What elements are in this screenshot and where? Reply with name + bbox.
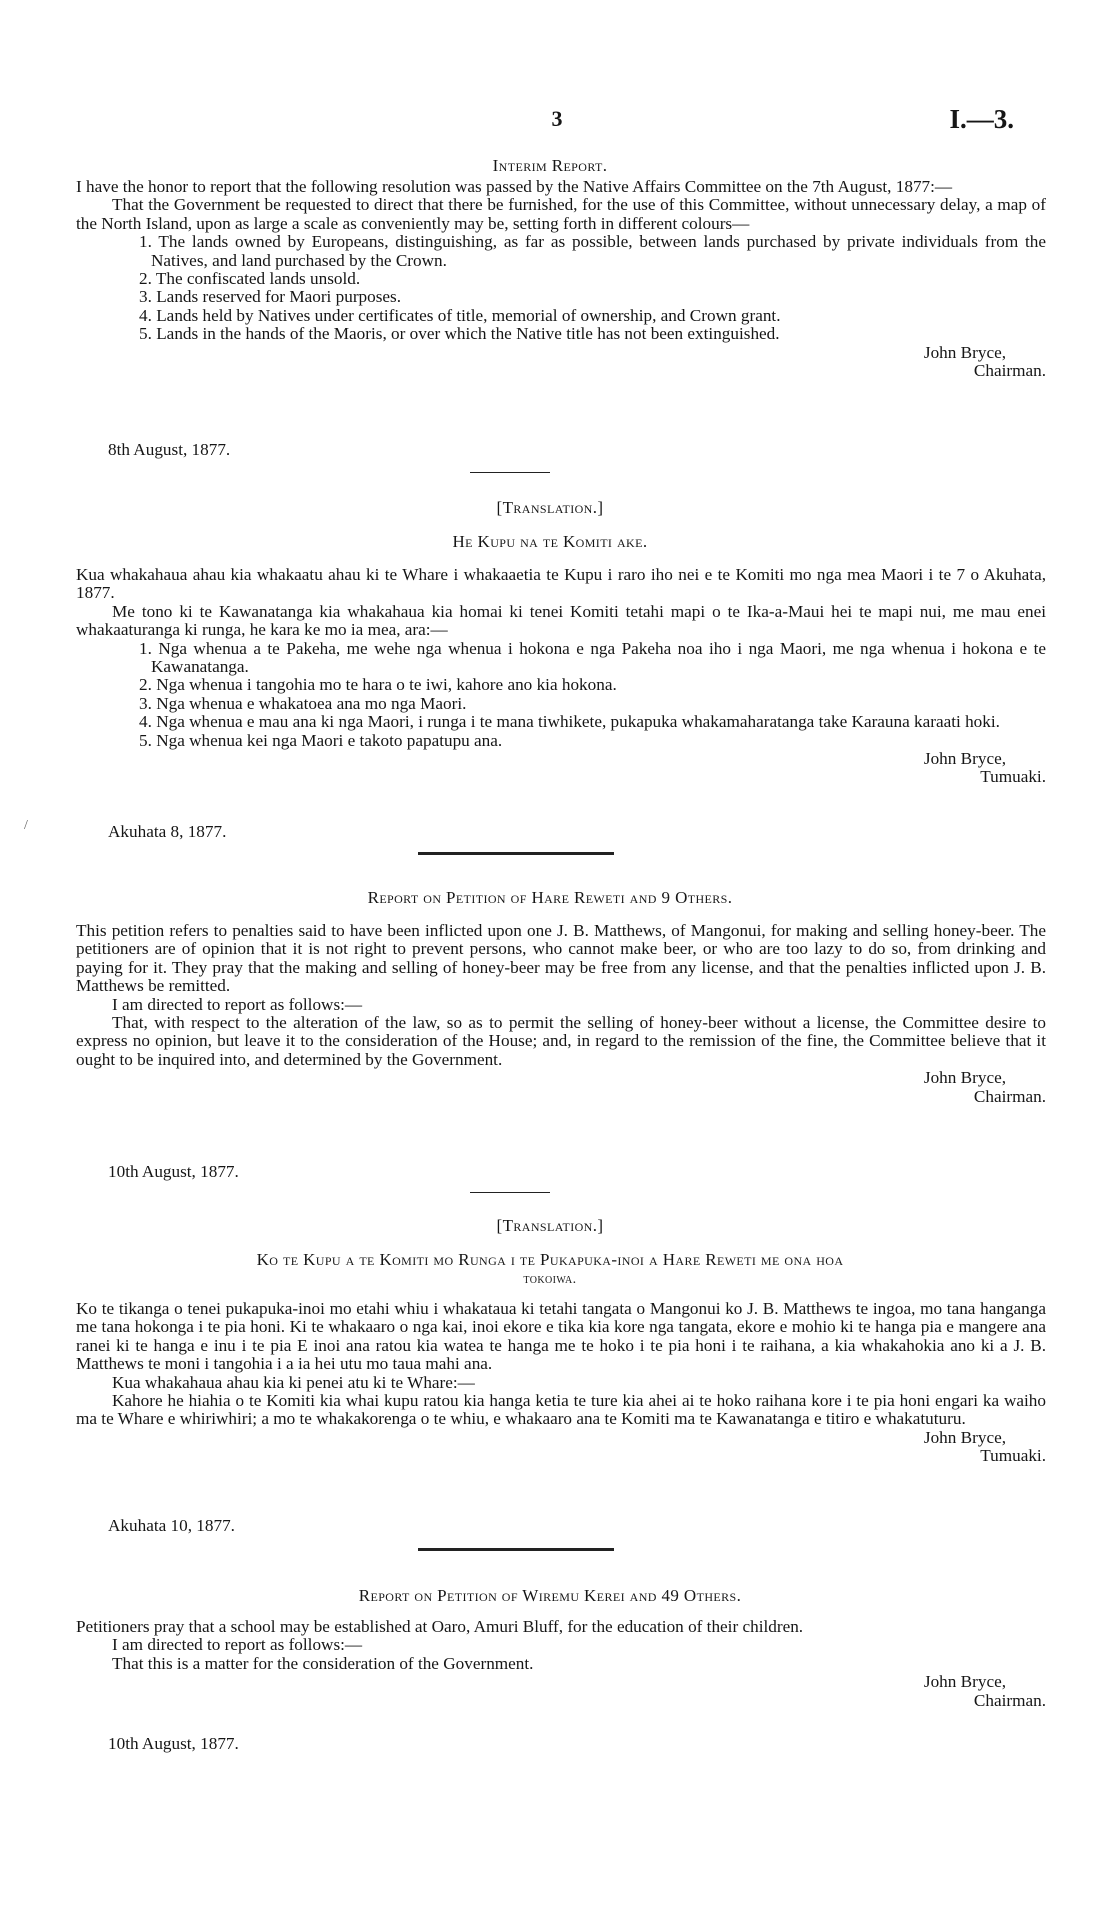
petition-finding: That this is a matter for the consideration of the Government. [112, 1653, 534, 1673]
translation-body [76, 566, 1046, 787]
signatory-role: Tumuaki. [980, 1446, 1046, 1466]
margin-mark: / [24, 818, 28, 833]
translation-item: 4. Nga whenua e mau ana ki nga Maori, i runga i te mana tiwhikete, pukapuka whakamaharatanga take Karauna karaati hoki. [139, 712, 1000, 732]
interim-report-item: 3. Lands reserved for Maori purposes. [139, 287, 402, 307]
translation-item: 5. Nga whenua kei nga Maori e takoto papatupu ana. [139, 730, 503, 750]
section-divider [418, 1548, 614, 1551]
petition-summary: Petitioners pray that a school may be established at Oaro, Amuri Bluff, for the education of their children. [76, 1617, 804, 1636]
petition-report-heading: Report on Petition of Wiremu Kerei and 49 Others. [358, 1586, 742, 1605]
report-date: Akuhata 8, 1877. [108, 822, 227, 841]
signatory-name: John Bryce, [923, 1068, 1006, 1088]
interim-report-item: 4. Lands held by Natives under certificates of title, memorial of ownership, and Crown grant. [139, 305, 781, 325]
translation-intro: Kua whakahaua ahau kia whakaatu ahau ki te Whare i whakaaetia te Kupu i raro iho nei e te Komiti mo nga mea Maori i te 7 o Akuhata, 1877. [76, 565, 1046, 603]
signatory-role: Chairman. [973, 1690, 1046, 1710]
report-date: Akuhata 10, 1877. [108, 1516, 235, 1535]
translation-summary: Ko te tikanga o tenei pukapuka-inoi mo etahi whiu i whakataua ki tetahi tangata o Mangonui ko J. B. Matthews te ingoa, mo tana hanganga me tana hokonga i te pia honi. Ki te whakaaro o nga kai, inoi ekore e tika kia kore nga tangata, ekore e mohio ki te hanga pia e mangere ana ranei ki te hanga e inu i te pia E inoi ana ratou kia watea te hanga me te hoko i te pia honi i te raihana, a kia whakahokia ano ki a J. B. Matthews te moni i tangohia i a ia hei utu mo taua mahi ana. [76, 1299, 1046, 1374]
translation-finding: Kahore he hiahia o te Komiti kia whai kupu ratou kia hanga ketia te ture kia ahei ai te hoko raihana kore i te pia honi engari ka waiho ma te Whare e whiriwhiri; a mo te whakakorenga o te whiu, e whakaaro ana te Komiti ma te Kawanatanga e titiro e whakatuturu. [76, 1391, 1046, 1429]
petition-report-body [76, 922, 1046, 1106]
translation-body [76, 1300, 1046, 1466]
translation-item: 1. Nga whenua a te Pakeha, me wehe nga whenua i hokona e nga Pakeha noa iho i nga Maori, me nga whenua i hokona e te Kawanatanga. [139, 638, 1046, 677]
translation-label: [Translation.] [496, 1216, 604, 1235]
interim-report-resolution: That the Government be requested to direct that there be furnished, for the use of this Committee, without unnecessary delay, a map of the North Island, upon as large a scale as conveniently may be, setting forth in different colours— [76, 195, 1046, 233]
translation-item: 2. Nga whenua i tangohia mo te hara o te iwi, kahore ano kia hokona. [139, 675, 617, 695]
paper-reference: I.—3. [949, 104, 1014, 134]
translation-heading-continued: tokoiwa. [523, 1272, 577, 1287]
translation-label: [Translation.] [496, 498, 604, 517]
interim-report-item: 1. The lands owned by Europeans, distinguishing, as far as possible, between lands purchased by private individuals from the Natives, and land purchased by the Crown. [139, 232, 1046, 270]
interim-report-heading: Interim Report. [492, 156, 608, 175]
petition-direction: I am directed to report as follows:— [112, 1635, 363, 1655]
signatory-name: John Bryce, [923, 342, 1006, 362]
signatory-name: John Bryce, [923, 749, 1006, 769]
petition-finding: That, with respect to the alteration of the law, so as to permit the selling of honey-beer without a license, the Committee desire to express no opinion, but leave it to the consideration of the House; and, in regard to the remission of the fine, the Committee believe that it ought to be inquired into, and determined by the Government. [76, 1013, 1046, 1069]
interim-report-item: 5. Lands in the hands of the Maoris, or over which the Native title has not been extinguished. [139, 324, 780, 344]
section-divider [418, 852, 614, 855]
translation-heading: Ko te Kupu a te Komiti mo Runga i te Pukapuka-inoi a Hare Reweti me ona hoa [256, 1250, 844, 1269]
translation-request: Me tono ki te Kawanatanga kia whakahaua kia homai ki tenei Komiti tetahi mapi o te Ika-a-Maui hei te mapi nui, me mau enei whakaaturanga ki runga, he kara ke mo ia mea, ara:— [76, 601, 1046, 640]
report-date: 10th August, 1877. [108, 1734, 239, 1753]
section-divider [470, 1192, 550, 1193]
petition-summary: This petition refers to penalties said to have been inflicted upon one J. B. Matthews, of Mangonui, for making and selling honey-beer. The petitioners are of opinion that it is not right to prevent persons, who cannot make beer, or who are too lazy to do so, from drinking and paying for it. They pray that the making and selling of honey-beer may be free from any license, and that the penalties inflicted upon J. B. Matthews be remitted. [76, 921, 1046, 996]
page-number: 3 [551, 106, 563, 131]
signatory-name: John Bryce, [923, 1427, 1006, 1447]
petition-report-heading: Report on Petition of Hare Reweti and 9 Others. [367, 888, 733, 907]
signatory-role: Chairman. [973, 361, 1046, 381]
translation-heading: He Kupu na te Komiti ake. [452, 532, 648, 551]
translation-direction: Kua whakahaua ahau kia ki penei atu ki te Whare:— [112, 1372, 475, 1392]
section-divider [470, 472, 550, 473]
petition-report-body [76, 1618, 1046, 1710]
translation-item: 3. Nga whenua e whakatoea ana mo nga Maori. [139, 693, 467, 713]
petition-direction: I am directed to report as follows:— [112, 994, 363, 1014]
interim-report-item: 2. The confiscated lands unsold. [139, 269, 361, 289]
interim-report-intro: I have the honor to report that the following resolution was passed by the Native Affairs Committee on the 7th August, 1877:— [76, 177, 953, 196]
signatory-name: John Bryce, [923, 1672, 1006, 1692]
interim-report-body [76, 178, 1046, 380]
report-date: 10th August, 1877. [108, 1162, 239, 1181]
signatory-role: Chairman. [973, 1086, 1046, 1106]
signatory-role: Tumuaki. [980, 767, 1046, 787]
report-date: 8th August, 1877. [108, 440, 231, 459]
